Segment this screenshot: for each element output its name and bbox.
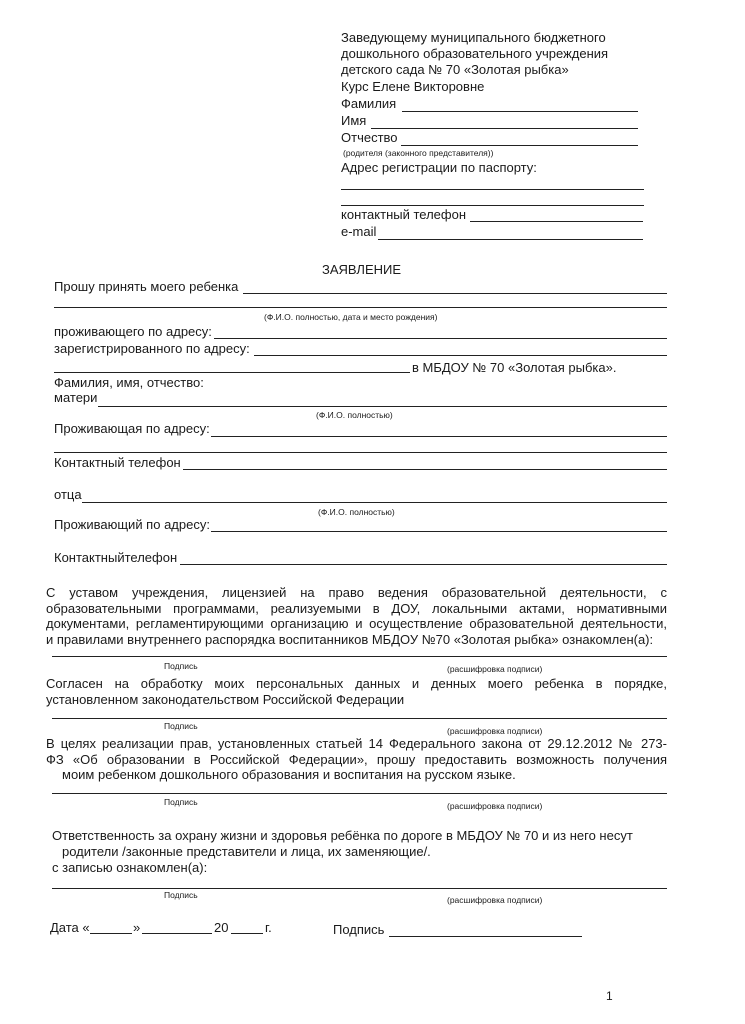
father-address-field[interactable] bbox=[211, 531, 667, 532]
surname-field[interactable] bbox=[402, 111, 638, 112]
page-number: 1 bbox=[606, 989, 613, 1003]
signature-line-2[interactable] bbox=[52, 718, 667, 719]
request-label: Прошу принять моего ребенка bbox=[54, 279, 239, 294]
email-field[interactable] bbox=[378, 239, 643, 240]
signature-line-1[interactable] bbox=[52, 656, 667, 657]
paragraph-line: Согласен на обработку моих персональных данных и денных моего ребенка в порядке, bbox=[46, 676, 667, 691]
consent-paragraph bbox=[46, 676, 667, 707]
child-fio-hint: (Ф.И.О. полностью, дата и место рождения) bbox=[264, 312, 438, 322]
signature-label-1: Подпись bbox=[164, 661, 198, 671]
addressee-line-1: Заведующему муниципального бюджетного bbox=[341, 30, 606, 45]
passport-address-field-1[interactable] bbox=[341, 189, 644, 190]
decoding-label-2: (расшифровка подписи) bbox=[447, 726, 543, 736]
mother-phone-field[interactable] bbox=[183, 469, 667, 470]
footer-signature-label: Подпись bbox=[333, 922, 385, 937]
addressee-name: Курс Елене Викторовне bbox=[341, 79, 485, 94]
signature-label-4: Подпись bbox=[164, 890, 198, 900]
date-day-field[interactable] bbox=[90, 933, 132, 934]
date-label: Дата « bbox=[50, 920, 90, 935]
date-year-field[interactable] bbox=[231, 933, 263, 934]
mother-name-field[interactable] bbox=[98, 406, 667, 407]
surname-label: Фамилия bbox=[341, 96, 397, 111]
footer-signature-field[interactable] bbox=[389, 936, 582, 937]
paragraph-line: моим ребенком дошкольного образования и воспитания на русском языке. bbox=[62, 767, 516, 782]
paragraph-line: документами, регламентирующими организацию и осуществление образовательной деятельности, bbox=[46, 616, 667, 631]
year-prefix: 20 bbox=[214, 920, 229, 935]
mother-phone-label: Контактный телефон bbox=[54, 455, 181, 470]
mother-label: матери bbox=[54, 390, 98, 405]
mother-address-label: Проживающая по адресу: bbox=[54, 421, 210, 436]
email-label: e-mail bbox=[341, 224, 377, 239]
responsibility-line-2: родители /законные представители и лица, их заменяющие/. bbox=[62, 844, 431, 859]
paragraph-line: В целях реализации прав, установленных статьей 14 Федерального закона от 29.12.2012 № 273- bbox=[46, 736, 667, 751]
addressee-line-3: детского сада № 70 «Золотая рыбка» bbox=[341, 62, 569, 77]
father-name-field[interactable] bbox=[82, 502, 667, 503]
patronymic-field[interactable] bbox=[401, 145, 638, 146]
signature-line-4[interactable] bbox=[52, 888, 667, 889]
parent-note: (родителя (законного представителя)) bbox=[343, 148, 494, 158]
father-fio-hint: (Ф.И.О. полностью) bbox=[318, 507, 395, 517]
signature-label-2: Подпись bbox=[164, 721, 198, 731]
paragraph-line: ФЗ «Об образовании в Российской Федерации», прошу предоставить возможность получения bbox=[46, 751, 667, 767]
father-phone-field[interactable] bbox=[180, 564, 667, 565]
registered-address-label: зарегистрированного по адресу: bbox=[54, 341, 250, 356]
parents-fio-label: Фамилия, имя, отчество: bbox=[54, 375, 204, 390]
responsibility-line-1: Ответственность за охрану жизни и здоровья ребёнка по дороге в МБДОУ № 70 и из него несут bbox=[52, 828, 633, 843]
name-field[interactable] bbox=[371, 128, 638, 129]
patronymic-label: Отчество bbox=[341, 130, 398, 145]
signature-label-3: Подпись bbox=[164, 797, 198, 807]
paragraph-line: образовательными программами, реализуемыми в ДОУ, локальными актами, нормативными bbox=[46, 600, 667, 616]
acknowledgement-paragraph bbox=[46, 585, 667, 647]
mother-fio-hint: (Ф.И.О. полностью) bbox=[316, 410, 393, 420]
date-month-field[interactable] bbox=[142, 933, 212, 934]
registered-address-field[interactable] bbox=[254, 355, 667, 356]
passport-address-field-2[interactable] bbox=[341, 205, 644, 206]
paragraph-line: установленном законодательством Российской Федерации bbox=[46, 691, 405, 707]
paragraph-line: и правилами внутреннего распорядка воспитанников МБДОУ №70 «Золотая рыбка» ознакомлен(а): bbox=[46, 631, 654, 647]
living-address-label: проживающего по адресу: bbox=[54, 324, 212, 339]
responsibility-line-3: с записью ознакомлен(а): bbox=[52, 860, 208, 875]
addressee-line-2: дошкольного образовательного учреждения bbox=[341, 46, 609, 61]
passport-address-label: Адрес регистрации по паспорту: bbox=[341, 160, 537, 175]
signature-line-3[interactable] bbox=[52, 793, 667, 794]
phone-label: контактный телефон bbox=[341, 207, 466, 222]
child-name-field[interactable] bbox=[243, 293, 667, 294]
father-label: отца bbox=[54, 487, 82, 502]
document-title: ЗАЯВЛЕНИЕ bbox=[322, 262, 402, 277]
decoding-label-4: (расшифровка подписи) bbox=[447, 895, 543, 905]
paragraph-line: С уставом учреждения, лицензией на право ведения образовательной деятельности, с bbox=[46, 585, 667, 600]
father-address-label: Проживающий по адресу: bbox=[54, 517, 210, 532]
date-quote-close: » bbox=[133, 920, 141, 935]
phone-field[interactable] bbox=[470, 221, 643, 222]
mother-address-field-2[interactable] bbox=[54, 452, 667, 453]
registered-address-field-2[interactable] bbox=[54, 372, 410, 373]
year-suffix: г. bbox=[265, 920, 272, 935]
language-paragraph bbox=[46, 736, 667, 783]
school-name: в МБДОУ № 70 «Золотая рыбка». bbox=[412, 360, 617, 375]
name-label: Имя bbox=[341, 113, 367, 128]
father-phone-label: Контактныйтелефон bbox=[54, 550, 178, 565]
decoding-label-1: (расшифровка подписи) bbox=[447, 664, 543, 674]
living-address-field[interactable] bbox=[214, 338, 667, 339]
decoding-label-3: (расшифровка подписи) bbox=[447, 801, 543, 811]
mother-address-field[interactable] bbox=[211, 436, 667, 437]
child-details-field[interactable] bbox=[54, 307, 667, 308]
